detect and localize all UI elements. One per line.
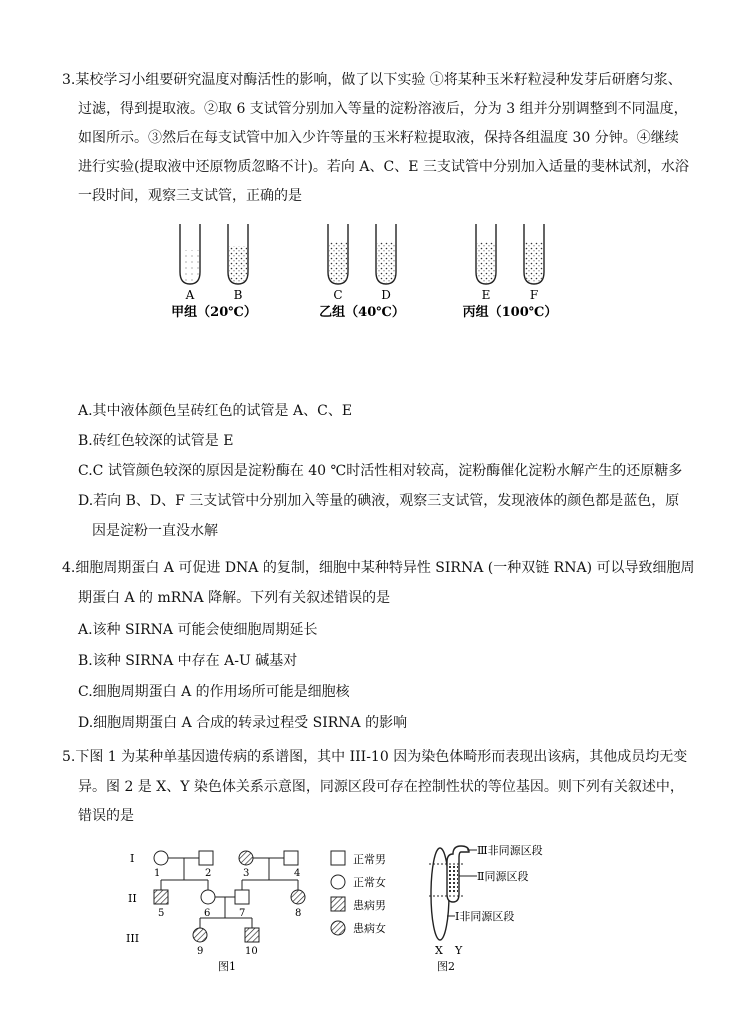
tube-label-d: D	[381, 288, 391, 302]
q3-option-c: C.C 试管颜色较深的原因是淀粉酶在 40 ℃时活性相对较高，淀粉酶催化淀粉水解产生的还原糖多	[78, 463, 683, 479]
group-label-3: 丙组（100℃）	[462, 305, 558, 320]
legend-normal-female-icon	[331, 875, 345, 889]
q4-option-d: D.细胞周期蛋白 A 合成的转录过程受 SIRNA 的影响	[78, 715, 408, 731]
q4-stem-line-2: 期蛋白 A 的 mRNA 降解。下列有关叙述错误的是	[78, 590, 391, 606]
tube-c	[328, 224, 348, 284]
legend-affected-male-icon	[331, 897, 345, 911]
tube-label-c: C	[333, 288, 343, 302]
legend-affected-female: 患病女	[353, 922, 386, 935]
generation-label-1: I	[130, 852, 135, 865]
tube-label-e: E	[481, 288, 491, 302]
tube-label-f: F	[529, 288, 539, 302]
tube-d	[376, 224, 396, 284]
region-ii-label: Ⅱ同源区段	[477, 870, 529, 883]
pedigree-figure	[120, 842, 410, 972]
x-label: X	[435, 944, 443, 957]
legend-affected-female-icon	[331, 921, 345, 935]
number-6: 6	[204, 908, 211, 919]
q5-stem-line-2: 异。图 2 是 X、Y 染色体关系示意图，同源区段可存在控制性状的等位基因。则下列有关叙述中，	[78, 779, 684, 795]
number-4: 4	[294, 868, 301, 879]
number-9: 9	[197, 946, 204, 957]
xy-chromosome-figure	[425, 842, 585, 972]
individual-5	[154, 890, 168, 904]
individual-2	[199, 851, 213, 865]
q3-stem-line-3: 如图所示。③然后在每支试管中加入少许等量的玉米籽粒提取液，保持各组温度 30 分钟。④继续	[78, 130, 679, 146]
test-tube-figure	[160, 212, 590, 322]
individual-3	[239, 851, 253, 865]
legend-normal-male-icon	[331, 851, 345, 865]
q3-option-a: A.其中液体颜色呈砖红色的试管是 A、C、E	[78, 403, 353, 419]
region-i-label: Ⅰ非同源区段	[455, 910, 515, 923]
q5-stem-line-3: 错误的是	[78, 808, 134, 824]
legend-affected-male: 患病男	[353, 899, 386, 912]
q3-stem-line-5: 一段时间，观察三支试管，正确的是	[78, 188, 302, 204]
figure-1-caption: 图1	[218, 960, 236, 972]
q5-stem-line-1: 5.下图 1 为某种单基因遗传病的系谱图，其中 III-10 因为染色体畸形而表现出该病，其他成员均无变	[62, 749, 688, 765]
generation-label-2: II	[128, 892, 137, 905]
individual-7	[235, 890, 249, 904]
number-5: 5	[158, 908, 165, 919]
q3-option-d-cont: 因是淀粉一直没水解	[92, 523, 218, 539]
individual-4	[284, 851, 298, 865]
figure-2-caption: 图2	[437, 960, 455, 972]
q3-stem-line-2: 过滤，得到提取液。②取 6 支试管分别加入等量的淀粉溶液后，分为 3 组并分别调整到不同温度，	[78, 101, 688, 117]
group-label-1: 甲组（20℃）	[171, 305, 257, 320]
number-7: 7	[239, 908, 246, 919]
individual-9	[193, 928, 207, 942]
number-2: 2	[205, 868, 212, 879]
number-3: 3	[243, 868, 250, 879]
number-1: 1	[154, 868, 161, 879]
individual-8	[291, 890, 305, 904]
q3-option-d: D.若向 B、D、F 三支试管中分别加入等量的碘液，观察三支试管，发现液体的颜色都是蓝色，原	[78, 493, 680, 509]
q4-option-c: C.细胞周期蛋白 A 的作用场所可能是细胞核	[78, 684, 350, 700]
tube-label-a: A	[185, 288, 195, 302]
number-10: 10	[245, 946, 258, 957]
group-label-2: 乙组（40℃）	[319, 305, 405, 320]
generation-label-3: III	[126, 932, 140, 945]
q4-option-b: B.该种 SIRNA 中存在 A-U 碱基对	[78, 653, 298, 669]
number-8: 8	[295, 908, 302, 919]
individual-1	[154, 851, 168, 865]
tube-f	[524, 224, 544, 284]
tube-label-b: B	[233, 288, 243, 302]
individual-10	[245, 928, 259, 942]
legend-normal-female: 正常女	[353, 876, 386, 889]
tube-e	[476, 224, 496, 284]
region-iii-label: Ⅲ非同源区段	[477, 844, 543, 857]
q4-option-a: A.该种 SIRNA 可能会使细胞周期延长	[78, 622, 318, 638]
q3-stem-line-4: 进行实验(提取液中还原物质忽略不计)。若向 A、C、E 三支试管中分别加入适量的斐林试剂，水浴	[78, 159, 689, 175]
individual-6	[201, 890, 215, 904]
tube-b	[228, 224, 248, 284]
q4-stem-line-1: 4.细胞周期蛋白 A 可促进 DNA 的复制，细胞中某种特异性 SIRNA (一种双链 RNA) 可以导致细胞周	[62, 560, 695, 576]
q3-stem-line-1: 3.某校学习小组要研究温度对酶活性的影响，做了以下实验 ①将某种玉米籽粒浸种发芽后研磨匀浆、	[62, 72, 682, 88]
x-chromosome	[431, 848, 449, 940]
tube-a	[180, 224, 200, 284]
legend-normal-male: 正常男	[353, 853, 386, 866]
y-label: Y	[455, 944, 463, 957]
q3-option-b: B.砖红色较深的试管是 E	[78, 433, 234, 449]
